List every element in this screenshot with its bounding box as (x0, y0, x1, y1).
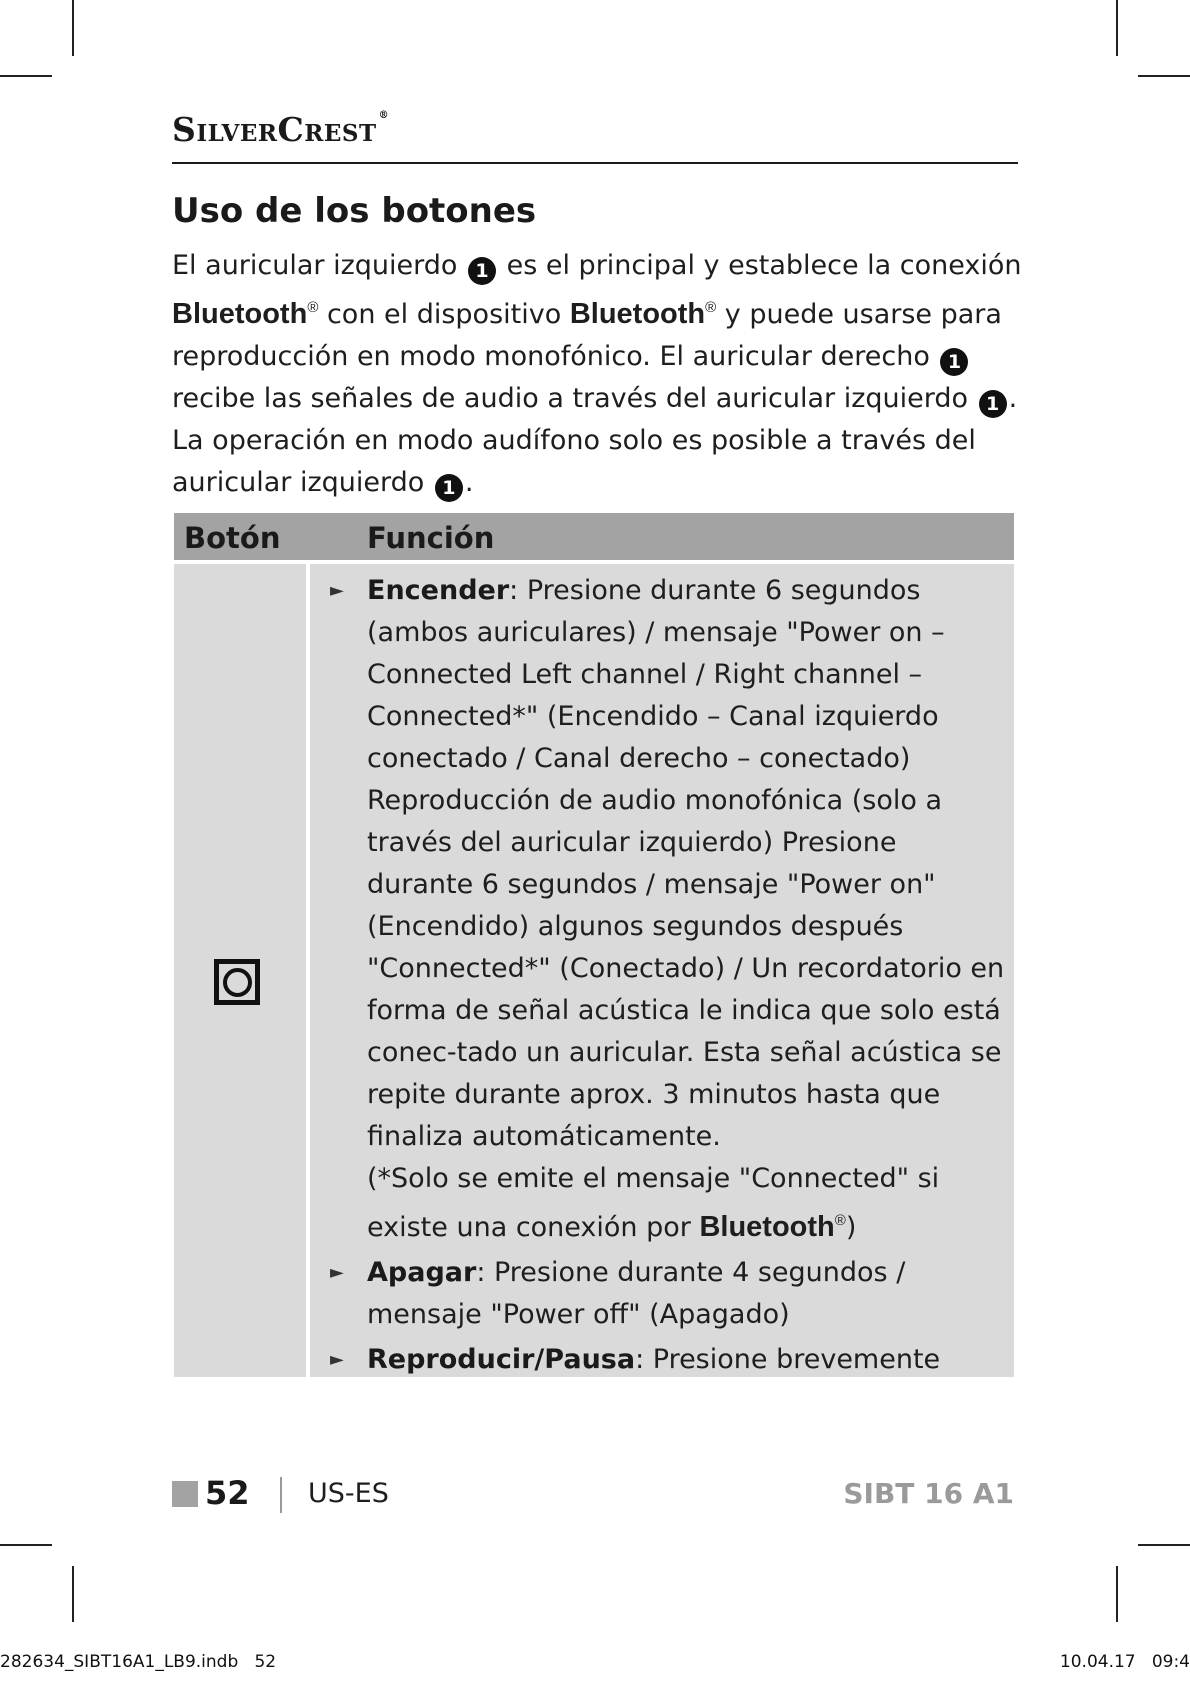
crop-mark (1116, 1566, 1118, 1622)
callout-number-1: 1 (435, 474, 463, 502)
page-number: 52 (205, 1474, 250, 1512)
header-rule (172, 162, 1018, 164)
section-title: Uso de los botones (172, 191, 537, 231)
bluetooth-word: Bluetooth® (172, 298, 319, 330)
print-slug-file: 282634_SIBT16A1_LB9.indb 52 (0, 1652, 277, 1672)
language-code: US-ES (308, 1478, 389, 1509)
list-item: ► Reproducir/Pausa: Presione brevemente (330, 1339, 1010, 1381)
crop-mark (1138, 1544, 1190, 1546)
intro-paragraph: El auricular izquierdo 1 es el principal y establece la conexión Bluetooth® con el dispositivo Bluetooth® y puede usarse para reproducción en modo monofónico. El auricular derecho 1 recibe las señales de audio a través del auricular izquierdo 1 . La operación en modo audífono solo es posible a través del auricular izquierdo 1 . (172, 245, 1022, 504)
callout-number-1: 1 (940, 348, 968, 376)
function-label: Apagar (367, 1257, 477, 1288)
function-list (330, 570, 1010, 1381)
list-item: ► Encender: Presione durante 6 segundos (ambos auriculares) / mensaje "Power on – Connected Left channel / Right channel – Connected*" (Encendido – Canal izquierdo conectado / Canal derecho – conectado) Reproducción de audio monofónica (solo a través del auricular izquierdo) Presione durante 6 segundos / mensaje "Power on" (Encendido) algunos segundos después "Connected*" (Conectado) / Un recordatorio en forma de señal acústica le indica que solo está conec-tado un auricular. Esta señal acústica se repite durante aprox. 3 minutos hasta que finaliza automáticamente. (*Solo se emite el mensaje "Connected" si existe una conexión por Bluetooth®) (330, 570, 1010, 1249)
power-button-icon (214, 959, 260, 1005)
function-label: Reproducir/Pausa (367, 1344, 636, 1375)
model-number: SIBT 16 A1 (843, 1477, 1014, 1510)
function-cell (310, 564, 1014, 1377)
button-cell (174, 564, 306, 1377)
footer-divider (280, 1477, 282, 1513)
callout-number-1: 1 (979, 390, 1007, 418)
triangle-bullet-icon: ► (330, 1349, 344, 1370)
crop-mark (0, 1544, 52, 1546)
list-item: ► Apagar: Presione durante 4 segundos / mensaje "Power off" (Apagado) (330, 1252, 1010, 1336)
crop-mark (72, 0, 74, 56)
function-note: (*Solo se emite el mensaje "Connected" si existe una conexión por Bluetooth®) (367, 1163, 940, 1243)
crop-mark (1138, 75, 1190, 77)
bluetooth-word: Bluetooth® (569, 298, 717, 330)
crop-mark (72, 1566, 74, 1622)
triangle-bullet-icon: ► (330, 1262, 344, 1283)
brand-logo: SilverCrest ® (172, 110, 390, 149)
triangle-bullet-icon: ► (330, 580, 344, 601)
column-header-button: Botón (174, 513, 316, 560)
print-slug-date: 10.04.17 09:4 (1059, 1652, 1190, 1672)
column-header-function: Función (310, 513, 1014, 560)
crop-mark (0, 75, 52, 77)
footer-marker (172, 1481, 198, 1507)
callout-number-1: 1 (468, 257, 496, 285)
function-label: Encender (367, 575, 510, 606)
button-function-table (174, 513, 1014, 1377)
crop-mark (1116, 0, 1118, 56)
